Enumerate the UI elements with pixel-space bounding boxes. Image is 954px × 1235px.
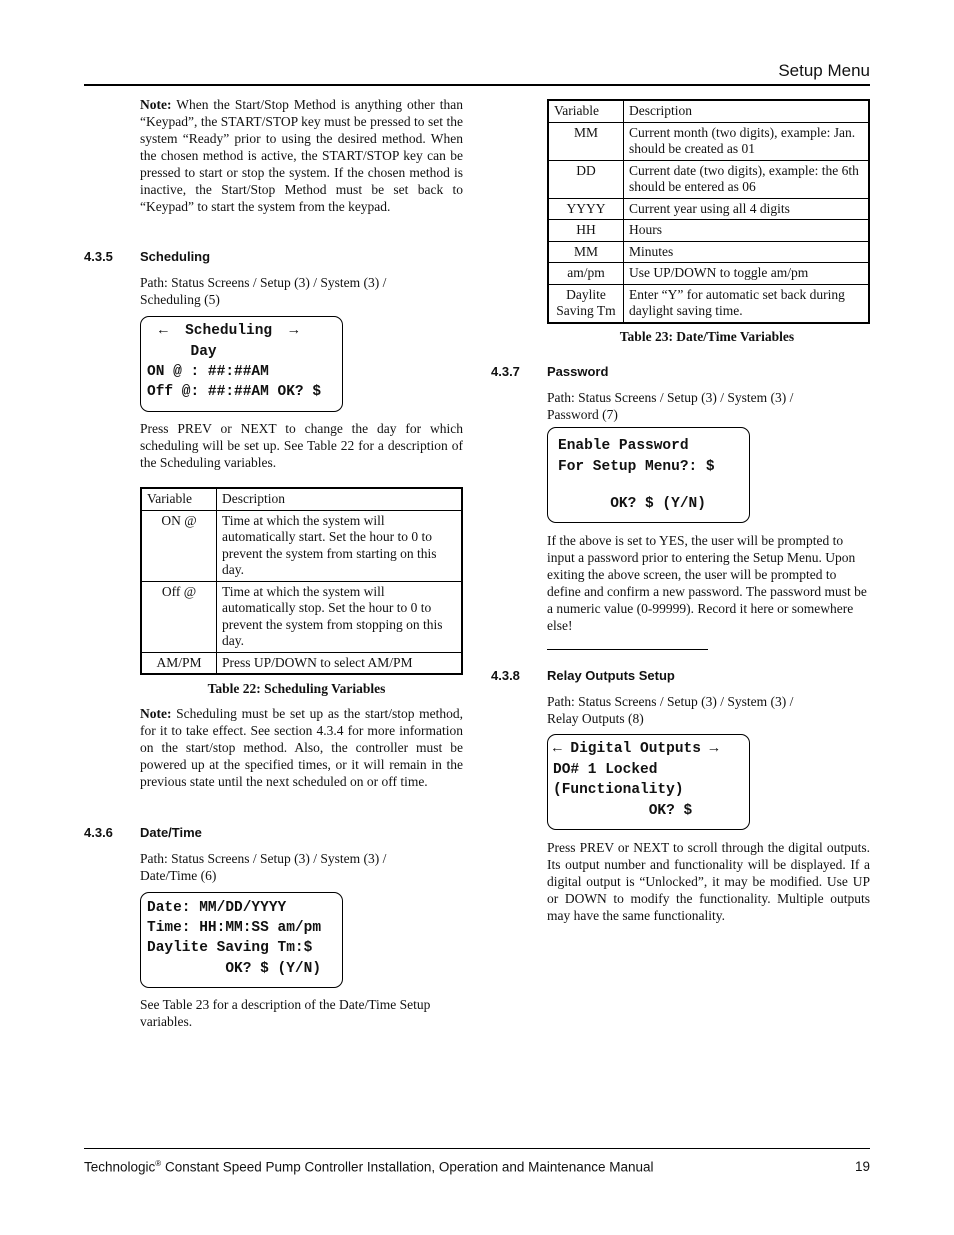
- variable-cell: HH: [548, 220, 624, 242]
- description-cell: Minutes: [624, 241, 870, 263]
- table-row: [141, 652, 462, 674]
- description-cell: Use UP/DOWN to toggle am/pm: [624, 263, 870, 285]
- description-cell: Current year using all 4 digits: [624, 198, 870, 220]
- lcd-line: Time: HH:MM:SS am/pm: [147, 920, 322, 936]
- table-row: [141, 581, 462, 652]
- menu-path-scheduling: [140, 274, 470, 308]
- lcd-line: OK? $: [553, 803, 693, 819]
- section-heading-date-time: [84, 825, 384, 841]
- menu-path-date-time: [140, 850, 470, 884]
- section-title: Password: [547, 364, 609, 379]
- header-rule: [84, 84, 870, 86]
- section-title: Scheduling: [140, 249, 211, 264]
- page-header-title: Setup Menu: [778, 61, 870, 80]
- section-title: Date/Time: [140, 825, 202, 840]
- lcd-line: Day: [147, 344, 217, 360]
- section-number: 4.3.5: [84, 249, 113, 264]
- description-cell: Enter “Y” for automatic set back during daylight saving time.: [624, 284, 870, 323]
- footer-brand: Technologic: [84, 1159, 156, 1175]
- path-line: Relay Outputs (8): [547, 711, 644, 726]
- lcd-line: DO# 1 Locked: [553, 762, 658, 778]
- path-line: Path: Status Screens / Setup (3) / System (3) /: [547, 694, 794, 709]
- section-number: 4.3.8: [491, 668, 520, 683]
- note-scheduling: [140, 705, 463, 790]
- variable-cell: ON @: [141, 510, 217, 581]
- table-caption: Table 22: Scheduling Variables: [207, 681, 386, 696]
- note-label: Note:: [140, 97, 172, 112]
- password-record-line: [547, 649, 708, 650]
- date-time-description: See Table 23 for a description of the Date/Time Setup variables.: [140, 997, 431, 1029]
- note-label: Note:: [140, 706, 172, 721]
- footer-text: Constant Speed Pump Controller Installation, Operation and Maintenance Manual: [161, 1159, 654, 1175]
- table-row: [548, 241, 869, 263]
- path-line: Path: Status Screens / Setup (3) / System (3) /: [140, 275, 387, 290]
- variable-cell: MM: [548, 241, 624, 263]
- note-text: Scheduling must be set up as the start/stop method, for it to take effect. See section 4.3.4 for more information on the start/stop method. Also, the controller must be powered up at the specified times, or it will remain in the previous state until the next scheduled on or off time.: [140, 706, 463, 789]
- note-text: When the Start/Stop Method is anything other than “Keypad”, the START/STOP key must be pressed to set the system “Ready” prior to using the desired method. When the chosen method is active, the START/STOP key can be pressed to start or stop the system. If the chosen method is inactive, the Start/Stop Method must be set back to “Keypad” to start the system from the keypad.: [140, 97, 463, 214]
- page-number: 19: [854, 1159, 870, 1174]
- section-heading-scheduling: [84, 249, 384, 265]
- variable-cell: Daylite Saving Tm: [548, 284, 624, 323]
- table-caption: Table 23: Date/Time Variables: [619, 329, 795, 344]
- table-row: [548, 122, 869, 160]
- relay-outputs-description: Press PREV or NEXT to scroll through the digital outputs. Its output number and functionality will be displayed. If a digital output is “Unlocked”, it may be modified. Use UP or DOWN to modify the functionality. Multiple outputs may have the same functionality.: [547, 840, 870, 923]
- column-header: Variable: [548, 100, 624, 122]
- lcd-line: (Functionality): [553, 782, 684, 798]
- lcd-line: Daylite Saving Tm:$: [147, 940, 313, 956]
- lcd-line: ← Digital Outputs →: [553, 741, 719, 757]
- description-cell: Current month (two digits), example: Jan. should be created as 01: [624, 122, 870, 160]
- path-line: Password (7): [547, 407, 618, 422]
- section-number: 4.3.6: [84, 825, 113, 840]
- lcd-line: ← Scheduling →: [159, 323, 299, 339]
- path-line: Date/Time (6): [140, 868, 217, 883]
- description-cell: Time at which the system will automatically stop. Set the hour to 0 to prevent the system from stopping on this day.: [217, 581, 463, 652]
- description-cell: Time at which the system will automatically start. Set the hour to 0 to prevent the system from starting on this day.: [217, 510, 463, 581]
- variable-cell: am/pm: [548, 263, 624, 285]
- note-start-stop: [140, 96, 463, 215]
- variable-cell: YYYY: [548, 198, 624, 220]
- lcd-screen-scheduling: [140, 316, 343, 412]
- lcd-screen-password: [547, 427, 750, 523]
- table-row: [548, 160, 869, 198]
- column-header: Description: [217, 488, 463, 510]
- section-title: Relay Outputs Setup: [547, 668, 675, 683]
- lcd-line: OK? $ (Y/N): [147, 961, 322, 977]
- table-header-row: [548, 100, 869, 122]
- lcd-line: OK? $ (Y/N): [558, 496, 706, 512]
- footer-rule: [84, 1148, 870, 1149]
- footer-title: [84, 1159, 784, 1175]
- variable-cell: AM/PM: [141, 652, 217, 674]
- variable-cell: MM: [548, 122, 624, 160]
- path-line: Scheduling (5): [140, 292, 220, 307]
- lcd-line: Date: MM/DD/YYYY: [147, 900, 287, 916]
- path-line: Path: Status Screens / Setup (3) / System (3) /: [140, 851, 387, 866]
- registered-mark: ®: [155, 1159, 162, 1168]
- lcd-line: ON @ : ##:##AM: [147, 364, 269, 380]
- variable-cell: Off @: [141, 581, 217, 652]
- column-header: Variable: [141, 488, 217, 510]
- table-row: [141, 510, 462, 581]
- section-heading-password: [491, 364, 791, 380]
- variable-cell: DD: [548, 160, 624, 198]
- description-cell: Hours: [624, 220, 870, 242]
- lcd-line: Off @: ##:##AM OK? $: [147, 384, 322, 400]
- column-header: Description: [624, 100, 870, 122]
- table-scheduling-variables: [140, 487, 463, 675]
- description-cell: Current date (two digits), example: the 6th should be entered as 06: [624, 160, 870, 198]
- table-row: [548, 220, 869, 242]
- lcd-line: Enable Password: [558, 438, 689, 454]
- scheduling-description: Press PREV or NEXT to change the day for which scheduling will be set up. See Table 22 for a description of the Scheduling variables.: [140, 421, 463, 470]
- lcd-screen-date-time: [140, 892, 343, 988]
- description-cell: Press UP/DOWN to select AM/PM: [217, 652, 463, 674]
- section-heading-relay-outputs: [491, 668, 791, 684]
- menu-path-relay-outputs: [547, 693, 877, 727]
- lcd-line: For Setup Menu?: $: [558, 459, 715, 475]
- table-header-row: [141, 488, 462, 510]
- table-row: [548, 263, 869, 285]
- section-number: 4.3.7: [491, 364, 520, 379]
- menu-path-password: [547, 389, 877, 423]
- table-date-time-variables: [547, 99, 870, 324]
- path-line: Path: Status Screens / Setup (3) / System (3) /: [547, 390, 794, 405]
- lcd-screen-relay-outputs: [547, 734, 750, 830]
- table-row: [548, 284, 869, 323]
- table-row: [548, 198, 869, 220]
- password-description: If the above is set to YES, the user will be prompted to input a password prior to entering the Setup Menu. Upon exiting the above screen, the user will be prompted to define and confirm a new password. The password must be a numeric value (0-99999). Record it here or somewhere else!: [547, 533, 867, 633]
